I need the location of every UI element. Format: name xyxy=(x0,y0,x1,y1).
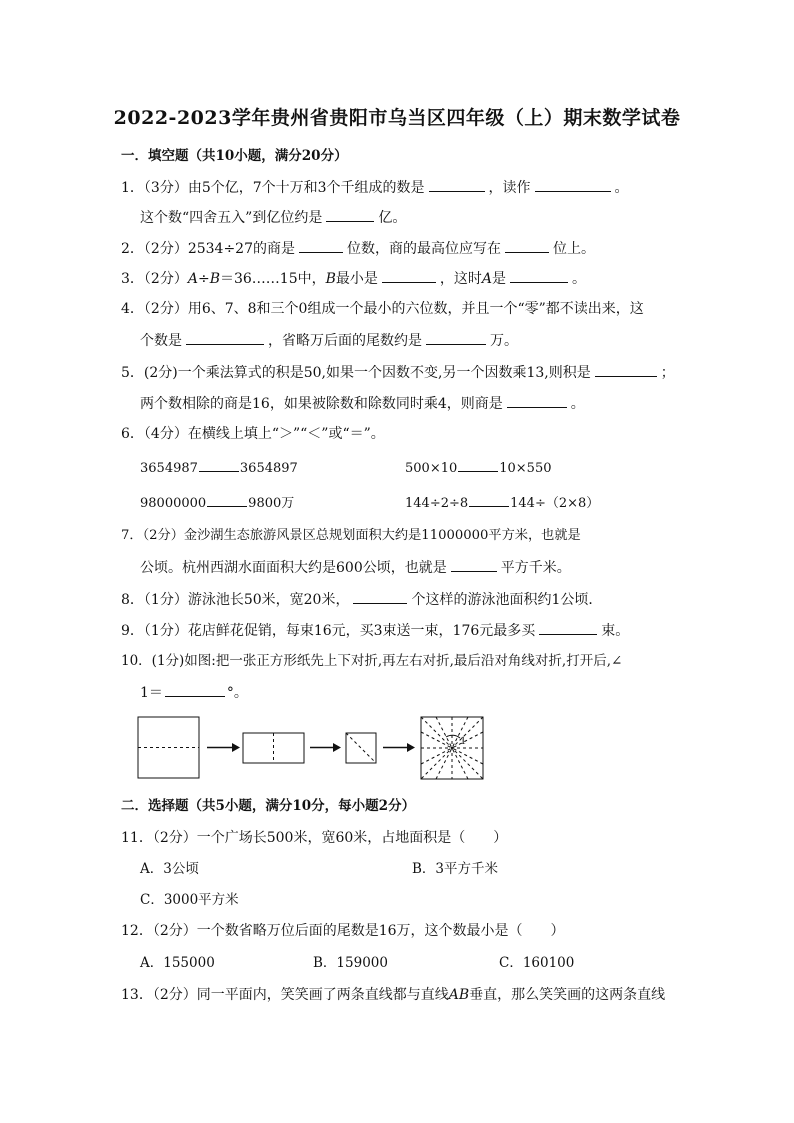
answer-blank[interactable] xyxy=(469,492,509,507)
answer-blank[interactable] xyxy=(186,330,264,345)
arrow-icon xyxy=(207,743,240,752)
arrow-icon xyxy=(310,743,341,752)
answer-blank[interactable] xyxy=(382,268,436,283)
question-3 xyxy=(121,268,586,289)
compare-right: 144÷（2×8） xyxy=(510,496,600,511)
compare-right: 10×550 xyxy=(499,461,552,476)
compare-item-4 xyxy=(405,492,599,514)
q3-text: 最小是 xyxy=(335,271,378,287)
q4-text: ，省略万后面的尾数约是 xyxy=(268,333,422,349)
q1-text: 。 xyxy=(614,180,629,196)
q1-text: 1．（3分）由5个亿，7个十万和3个千组成的数是 xyxy=(121,180,425,196)
q1-text: ，读作 xyxy=(488,180,531,196)
q5-text: 两个数相除的商是16，如果被除数和除数同时乘4，则商是 xyxy=(140,396,503,412)
section-heading-multiple-choice: 二．选择题（共5小题，满分10分，每小题2分） xyxy=(121,798,416,814)
q4-text: 个数是 xyxy=(140,333,182,349)
option-b[interactable]: B．3平方千米 xyxy=(412,861,499,877)
answer-blank[interactable] xyxy=(353,589,407,604)
answer-blank[interactable] xyxy=(458,457,498,472)
answer-blank[interactable] xyxy=(535,177,611,192)
answer-blank[interactable] xyxy=(426,330,486,345)
folding-step-4-unfolded xyxy=(421,717,483,779)
question-4-line-2 xyxy=(140,330,518,351)
q7-text: 平方千米。 xyxy=(500,560,571,576)
question-7-line-1: 7．（2分）金沙湖生态旅游风景区总规划面积大约是11000000平方米，也就是 xyxy=(121,528,581,543)
page-title: 2022-2023学年贵州省贵阳市乌当区四年级（上）期末数学试卷 xyxy=(113,107,681,129)
question-2 xyxy=(121,238,595,259)
variable-a: A xyxy=(481,271,493,287)
answer-blank[interactable] xyxy=(505,238,549,253)
option-b[interactable]: B．159000 xyxy=(313,955,388,971)
q10-text: °。 xyxy=(226,685,248,701)
compare-item-3 xyxy=(140,492,294,514)
answer-blank[interactable] xyxy=(199,457,239,472)
question-8 xyxy=(121,589,602,610)
question-13 xyxy=(121,985,665,1005)
q3-text: 是 xyxy=(492,271,507,287)
q2-text: 2．（2分）2534÷27的商是 xyxy=(121,241,295,257)
q3-text: ＝36……15中， xyxy=(219,271,326,287)
q3-text: 。 xyxy=(572,271,587,287)
q7-text: 公顷。杭州西湖水面面积大约是600公顷，也就是 xyxy=(140,560,447,576)
answer-blank[interactable] xyxy=(507,393,567,408)
question-1-line-2 xyxy=(140,207,406,228)
question-1-line-1 xyxy=(121,177,629,198)
answer-blank[interactable] xyxy=(299,238,343,253)
answer-blank[interactable] xyxy=(165,682,225,697)
compare-right: 3654897 xyxy=(239,461,298,476)
q9-text: 束。 xyxy=(601,623,630,639)
answer-blank[interactable] xyxy=(451,557,497,572)
angle-1-label: 1 xyxy=(460,733,466,747)
option-c[interactable]: C．160100 xyxy=(499,955,575,971)
variable-a: A xyxy=(187,271,198,287)
q2-text: 位上。 xyxy=(553,241,595,257)
q10-text: 1＝ xyxy=(140,685,163,701)
option-a[interactable]: A．3公顷 xyxy=(140,861,199,877)
question-4-line-1: 4．（2分）用6、7、8和三个0组成一个最小的六位数，并且一个“零”都不读出来，这 xyxy=(121,301,644,317)
question-11: 11．（2分）一个广场长500米，宽60米，占地面积是（ ） xyxy=(121,830,508,846)
question-10-line-2 xyxy=(140,682,248,703)
compare-left: 3654987 xyxy=(140,461,198,476)
q3-text: ，这时 xyxy=(439,271,482,287)
answer-blank[interactable] xyxy=(595,362,657,377)
option-c[interactable]: C．3000平方米 xyxy=(140,892,239,908)
q8-text: 8．（1分）游泳池长50米，宽20米， xyxy=(121,592,350,608)
compare-item-1 xyxy=(140,457,298,479)
answer-blank[interactable] xyxy=(539,620,597,635)
question-10-line-1: 10．(1分)如图:把一张正方形纸先上下对折,再左右对折,最后沿对角线对折,打开后,∠ xyxy=(121,653,623,669)
q4-text: 万。 xyxy=(490,333,518,349)
compare-left: 500×10 xyxy=(405,461,458,476)
option-a[interactable]: A．155000 xyxy=(140,955,215,971)
question-12: 12．（2分）一个数省略万位后面的尾数是16万，这个数最小是（ ） xyxy=(121,923,565,939)
q1-text: 亿。 xyxy=(378,210,407,226)
q5-text: ； xyxy=(660,365,675,381)
compare-item-2 xyxy=(405,457,552,479)
variable-b: B xyxy=(325,271,336,287)
question-9 xyxy=(121,620,629,641)
q9-text: 9．（1分）花店鲜花促销，每束16元，买3束送一束，176元最多买 xyxy=(121,623,536,639)
q2-text: 位数，商的最高位应写在 xyxy=(347,241,501,257)
q8-text: 个这样的游泳池面积约1公顷． xyxy=(411,592,603,608)
answer-blank[interactable] xyxy=(207,492,247,507)
question-6: 6．（4分）在横线上填上“＞”“＜”或“＝”。 xyxy=(121,426,385,442)
q5-text: 。 xyxy=(570,396,585,412)
question-5-line-2 xyxy=(140,393,585,414)
q1-text: 这个数“四舍五入”到亿位约是 xyxy=(140,210,323,226)
compare-left: 144÷2÷8 xyxy=(405,496,469,511)
q5-text: 5．(2分)一个乘法算式的积是50,如果一个因数不变,另一个因数乘13,则积是 xyxy=(121,365,591,381)
arrow-icon xyxy=(383,743,415,752)
divide-sign: ÷ xyxy=(197,271,210,287)
answer-blank[interactable] xyxy=(429,177,485,192)
compare-right: 9800万 xyxy=(248,496,295,511)
line-ab-label: AB xyxy=(448,987,470,1003)
q3-text: 3．（2分） xyxy=(121,271,188,287)
question-7-line-2 xyxy=(140,557,571,578)
paper-folding-figure xyxy=(137,714,497,784)
answer-blank[interactable] xyxy=(326,207,374,222)
answer-blank[interactable] xyxy=(510,268,568,283)
q13-text: 13．（2分）同一平面内，笑笑画了两条直线都与直线 xyxy=(121,987,449,1003)
question-5-line-1 xyxy=(121,362,675,383)
compare-left: 98000000 xyxy=(140,496,207,511)
q13-text: 垂直，那么笑笑画的这两条直线 xyxy=(469,987,666,1003)
variable-b: B xyxy=(209,271,220,287)
section-heading-fill-in: 一．填空题（共10小题，满分20分） xyxy=(121,148,348,164)
